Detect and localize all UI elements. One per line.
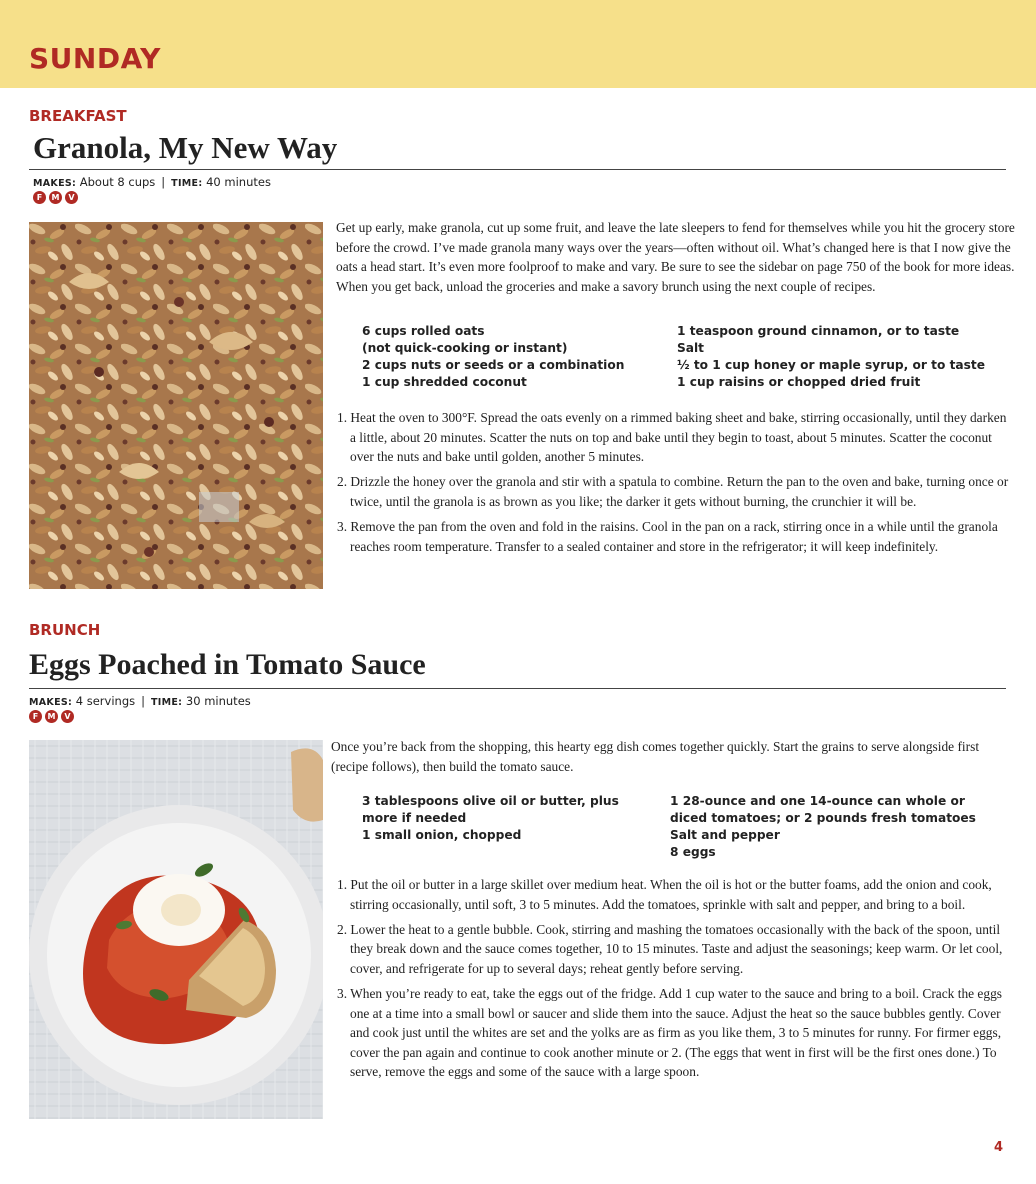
badge-icon: M [49,191,62,204]
step-item: 1. Heat the oven to 300°F. Spread the oats evenly on a rimmed baking sheet and bake, stirring occasionally, until they darken a little, about 20 minutes. Scatter the nuts on top and bake until they begin to toast, about 5 minutes. Scatter the coconut over the nuts and bake until golden, another 5 minutes. [337,410,1007,465]
ingredient-item: 1 cup shredded coconut [362,375,527,389]
ingredients-right [677,323,985,391]
page-number: 4 [994,1140,1004,1155]
day-title: SUNDAY [29,42,161,75]
makes-value: 4 servings [75,694,136,708]
makes-label: MAKES: [33,178,77,189]
step-item: 3. When you’re ready to eat, take the eggs out of the fridge. Add 1 cup water to the sauce and bring to a boil. Crack the eggs one at a time into a small bowl or saucer and slide them into the sauce. Adjust the heat so the sauce bubbles gently. Cover and cook just until the whites are set and the yolks are as firm as you like them, 3 to 5 minutes for runny. For firmer eggs, cover the pan again and continue to cook another minute or 2. (The eggs that went in first will be the first ones done.) To serve, remove the eggs and some of the sauce with a large spoon. [337,985,1002,1080]
badge-icon: F [29,710,42,723]
ingredient-item: 3 tablespoons olive oil or butter, plus [362,794,619,808]
ingredient-item: 8 eggs [670,845,716,859]
badge-icon: V [65,191,78,204]
badge-icon: V [61,710,74,723]
time-value: 40 minutes [206,175,271,189]
ingredient-item: 1 28-ounce and one 14-ounce can whole or [670,794,965,808]
recipe-title-eggs: Eggs Poached in Tomato Sauce [29,648,426,681]
granola-photo [29,222,323,589]
diet-badges [29,710,74,723]
ingredient-item: diced tomatoes; or 2 pounds fresh tomatoes [670,811,976,825]
ingredient-item: Salt [677,341,705,355]
makes-value: About 8 cups [79,175,156,189]
step-item: 1. Put the oil or butter in a large skillet over medium heat. When the oil is hot or the butter foams, add the onion and cook, stirring occasionally, until soft, 3 to 5 minutes. Add the tomatoes, sprinkle with salt and pepper, and bring to a boil. [337,877,992,912]
section-label-breakfast: BREAKFAST [29,107,127,125]
badge-icon: M [45,710,58,723]
ingredient-item: Salt and pepper [670,828,780,842]
title-divider [29,169,1006,170]
badge-icon: F [33,191,46,204]
step-item: 2. Lower the heat to a gentle bubble. Cook, stirring and mashing the tomatoes occasionally with the back of the spoon, until they break down and the sauce comes together, 10 to 15 minutes. Taste and adjust the seasonings; keep warm. Or let cool, cover, and refrigerate for up to several days; reheat gently before serving. [337,921,1003,976]
recipe-meta: MAKES: About 8 cups | TIME: 40 minutes [33,175,271,189]
ingredient-item: 1 teaspoon ground cinnamon, or to taste [677,324,960,338]
ingredient-item: more if needed [362,811,467,825]
recipe-steps [337,408,1009,562]
diet-badges [33,191,78,204]
ingredients-left [362,323,624,391]
ingredients-right [670,793,976,861]
makes-label: MAKES: [29,697,73,708]
title-divider [29,688,1006,689]
ingredient-item: 6 cups rolled oats [362,324,485,338]
recipe-title-granola: Granola, My New Way [33,130,338,165]
time-label: TIME: [151,697,183,708]
ingredient-item: 1 small onion, chopped [362,828,522,842]
time-value: 30 minutes [185,694,251,708]
recipe-intro: Get up early, make granola, cut up some fruit, and leave the late sleepers to fend for themselves while you hit the grocery store before the crowd. I’ve made granola many ways over the years—often without oil. What’s changed here is that I now give the oats a head start. It’s even more foolproof to make and vary. Be sure to see the sidebar on page 750 of the book for more ideas. When you get back, unload the groceries and make a savory brunch using the next couple of recipes. [336,220,1015,294]
ingredient-item: ½ to 1 cup honey or maple syrup, or to taste [677,358,985,372]
recipe-intro: Once you’re back from the shopping, this hearty egg dish comes together quickly. Start the grains to serve alongside first (recipe follows), then build the tomato sauce. [331,739,980,774]
time-label: TIME: [171,178,203,189]
section-label-brunch: BRUNCH [29,621,101,639]
ingredient-item: (not quick-cooking or instant) [362,341,568,355]
ingredients-left [362,793,619,844]
step-item: 2. Drizzle the honey over the granola and stir with a spatula to combine. Return the pan to the oven and bake, turning once or twice, until the granola is as brown as you like; the darker it gets without burning, the crunchier it will be. [337,474,1009,509]
step-item: 3. Remove the pan from the oven and fold in the raisins. Cool in the pan on a rack, stirring once in a while until the granola reaches room temperature. Transfer to a sealed container and store in the refrigerator; it will keep indefinitely. [337,518,998,554]
ingredient-item: 2 cups nuts or seeds or a combination [362,358,625,372]
eggs-photo [29,740,323,1119]
header-banner [0,0,1036,88]
ingredient-item: 1 cup raisins or chopped dried fruit [677,375,921,389]
recipe-meta: MAKES: 4 servings | TIME: 30 minutes [29,694,251,708]
recipe-steps [337,875,1009,1087]
